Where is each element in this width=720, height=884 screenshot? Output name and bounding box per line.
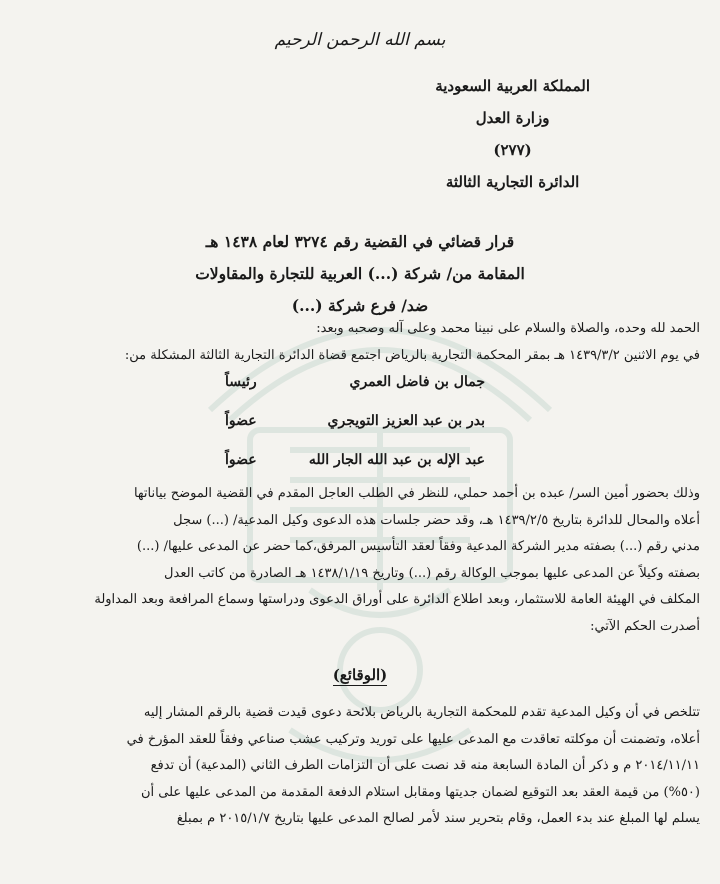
panel-member-name: بدر بن عبد العزيز التويجري — [327, 413, 485, 429]
letterhead — [435, 70, 590, 198]
basmala: بسم الله الرحمن الرحيم — [274, 30, 446, 50]
facts-paragraph — [18, 700, 700, 833]
reference-number: (٢٧٧) — [493, 141, 532, 159]
circuit-name: الدائرة التجارية الثالثة — [445, 173, 580, 191]
text-line: أعلاه والمحال للدائرة بتاريخ ١٤٣٩/٢/٥ هـ، وقد حضر جلسات هذه الدعوى وكيل المدعية/ (...) سجل — [173, 512, 700, 528]
text-line: تتلخص في أن وكيل المدعية تقدم للمحكمة التجارية بالرياض بلائحة دعوى قيدت قضية بالرقم المشار إليه — [143, 705, 700, 720]
attendance-paragraph — [18, 481, 700, 640]
text-line: يسلم لها المبلغ عند بدء العمل، وقام بتحرير سند لأمر لصالح المدعى عليها بتاريخ ٢٠١٥/١/٧ م بمبلغ — [176, 811, 700, 826]
text-line: أعلاه، وتضمنت أن موكلته تعاقدت مع المدعى عليها على توريد وتركيب عشب صناعي وفقاً للعقد المؤرخ في — [126, 731, 700, 747]
session-text: في يوم الاثنين ١٤٣٩/٣/٢ هـ بمقر المحكمة التجارية بالرياض اجتمع قضاة الدائرة التجارية الثالثة المشكلة من: — [124, 348, 700, 363]
defendant-line: ضد/ فرع شركة (...) — [291, 296, 429, 315]
panel-member-name: عبد الإله بن عبد الله الجار الله — [308, 452, 485, 468]
text-line: وذلك بحضور أمين السر/ عبده بن أحمد حملي، للنظر في الطلب العاجل المقدم في القضية الموضح بياناتها — [133, 486, 700, 501]
case-title-line: قرار قضائي في القضية رقم ٣٢٧٤ لعام ١٤٣٨ هـ — [205, 232, 515, 251]
case-title — [0, 226, 720, 322]
opening-text: الحمد لله وحده، والصلاة والسلام على نبينا محمد وعلى آله وصحبه وبعد: — [316, 321, 700, 336]
text-line: (٥٠%) من قيمة العقد بعد التوقيع لضمان جديتها ومقابل استلام الدفعة المقدمة من المدعى عليها على أن — [140, 784, 700, 800]
panel-member-role: عضواً — [225, 452, 257, 468]
kingdom-name: المملكة العربية السعودية — [435, 77, 590, 95]
panel-member-role: رئيساً — [225, 374, 257, 390]
facts-heading — [0, 666, 720, 684]
ministry-name: وزارة العدل — [475, 109, 550, 127]
plaintiff-line: المقامة من/ شركة (...) العربية للتجارة والمقاولات — [195, 264, 525, 283]
facts-heading-text: (الوقائع) — [332, 666, 388, 684]
panel-member-role: عضواً — [225, 413, 257, 429]
panel-member-name: جمال بن فاضل العمري — [349, 374, 485, 390]
text-line: بصفته وكيلاً عن المدعى عليها بموجب الوكالة رقم (...) وتاريخ ١٤٣٨/١/١٩ هـ الصادرة من كاتب العدل — [164, 565, 700, 581]
text-line: مدني رقم (...) بصفته مدير الشركة المدعية وفقاً لعقد التأسيس المرفق،كما حضر عن المدعى عليها/ (...) — [136, 539, 700, 554]
text-line: المكلف في الهيئة العامة للاستثمار، وبعد اطلاع الدائرة على أوراق الدعوى ودراستها وسماع المرافعة وبعد المداولة — [94, 592, 700, 607]
text-line: أصدرت الحكم الآتي: — [590, 618, 700, 634]
text-line: ٢٠١٤/١١/١١ م و ذكر أن المادة السابعة منه قد نصت على أن التزامات الطرف الثاني (المدعية) أن تدفع — [150, 758, 700, 773]
